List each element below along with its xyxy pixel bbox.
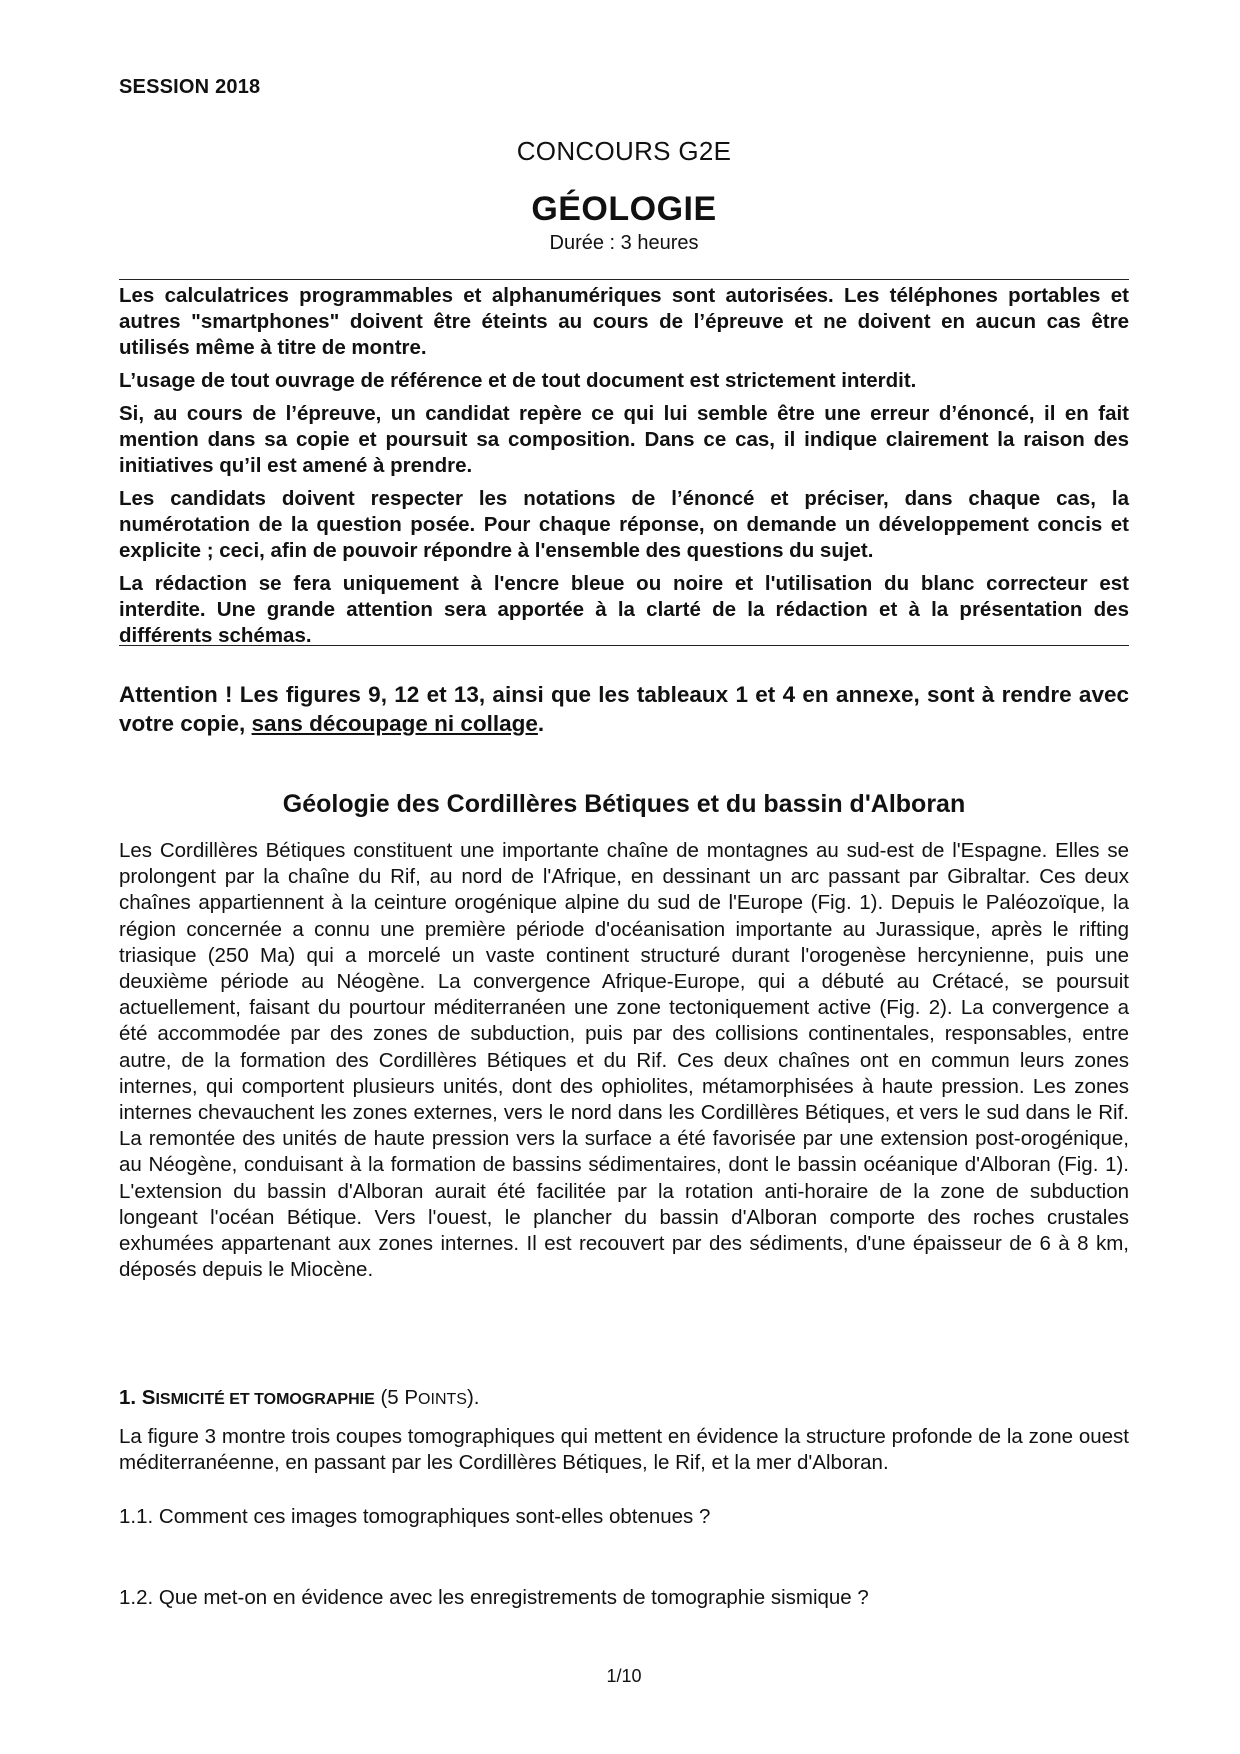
exam-rules-box xyxy=(119,279,1129,646)
part1-points-close: ). xyxy=(466,1386,480,1409)
part1-heading xyxy=(119,1386,479,1410)
question-1-1: 1.1. Comment ces images tomographiques sont-elles obtenues ? xyxy=(119,1505,711,1528)
exam-page xyxy=(119,0,1129,1754)
rule-documents: L’usage de tout ouvrage de référence et de tout document est strictement interdit. xyxy=(119,369,917,392)
rule-errors: Si, au cours de l’épreuve, un candidat repère ce qui lui semble être une erreur d’énoncé, il en fait mention dans sa copie et poursuit sa composition. Dans ce cas, il indique clairement la raison des initiatives qu’il est amené à prendre. xyxy=(119,402,1129,477)
part1-title: ISMICITÉ ET TOMOGRAPHIE xyxy=(155,1391,375,1408)
session-label: SESSION 2018 xyxy=(119,76,261,98)
rule-calculators: Les calculatrices programmables et alphanumériques sont autorisées. Les téléphones portables et autres "smartphones" doivent être éteints au cours de l’épreuve et ne doivent en aucun cas être utilisés même à titre de montre. xyxy=(119,284,1129,359)
rule-redaction: La rédaction se fera uniquement à l'encre bleue ou noire et l'utilisation du blanc correcteur est interdite. Une grande attention sera apportée à la clarté de la rédaction et à la présentation des différents schémas. xyxy=(119,572,1129,647)
attention-text: Attention ! Les figures 9, 12 et 13, ainsi que les tableaux 1 et 4 en annexe, sont à rendre avec votre copie, xyxy=(119,682,1129,736)
exam-duration: Durée : 3 heures xyxy=(549,232,699,254)
question-1-2: 1.2. Que met-on en évidence avec les enregistrements de tomographie sismique ? xyxy=(119,1586,869,1609)
subject-title: GÉOLOGIE xyxy=(531,190,717,228)
intro-paragraph: Les Cordillères Bétiques constituent une importante chaîne de montagnes au sud-est de l'Espagne. Elles se prolongent par la chaîne du Rif, au nord de l'Afrique, en dessinant un arc passant par Gibraltar. Ces deux chaînes appartiennent à la ceinture orogénique alpine du sud de l'Europe (Fig. 1). Depuis le Paléozoïque, la région concernée a connu une première période d'océanisation importante au Jurassique, après le rifting triasique (250 Ma) qui a morcelé un vaste continent structuré durant l'orogenèse hercynienne, puis une deuxième période au Néogène. La convergence Afrique-Europe, qui a débuté au Crétacé, se poursuit actuellement, faisant du pourtour méditerranéen une zone tectoniquement active (Fig. 2). La convergence a été accommodée par des zones de subduction, puis par des collisions continentales, responsables, entre autre, de la formation des Cordillères Bétiques et du Rif. Ces deux chaînes ont en commun leurs zones internes, qui comportent plusieurs unités, dont des ophiolites, métamorphisées à haute pression. Les zones internes chevauchent les zones externes, vers le nord dans les Cordillères Bétiques, et vers le sud dans le Rif. La remontée des unités de haute pression vers la surface a été favorisée par une extension post-orogénique, au Néogène, conduisant à la formation de bassins sédimentaires, dont le bassin océanique d'Alboran (Fig. 1). L'extension du bassin d'Alboran aurait été facilitée par la rotation anti-horaire de la zone de subduction longeant l'océan Bétique. Vers l'ouest, le plancher du bassin d'Alboran comporte des roches crustales exhumées appartenant aux zones internes. Il est recouvert par des sédiments, d'une épaisseur de 6 à 8 km, déposés depuis le Miocène. xyxy=(119,839,1129,1282)
rule-notations: Les candidats doivent respecter les notations de l’énoncé et préciser, dans chaque cas, la numérotation de la question posée. Pour chaque réponse, on demande un développement concis et explicite ; ceci, afin de pouvoir répondre à l'ensemble des questions du sujet. xyxy=(119,487,1129,562)
attention-end: . xyxy=(537,711,545,736)
part1-text: La figure 3 montre trois coupes tomographiques qui mettent en évidence la structure profonde de la zone ouest méditerranéenne, en passant par les Cordillères Bétiques, le Rif, et la mer d'Alboran. xyxy=(119,1425,1129,1474)
attention-underlined: sans découpage ni collage xyxy=(251,711,538,736)
part1-points-word: OINTS xyxy=(418,1391,467,1408)
concours-title: CONCOURS G2E xyxy=(516,136,732,166)
page-number: 1/10 xyxy=(606,1666,642,1686)
section-title: Géologie des Cordillères Bétiques et du bassin d'Alboran xyxy=(282,790,966,818)
part1-number: 1. S xyxy=(119,1386,156,1409)
attention-notice xyxy=(119,680,1129,738)
part1-points-open: (5 P xyxy=(374,1386,419,1409)
